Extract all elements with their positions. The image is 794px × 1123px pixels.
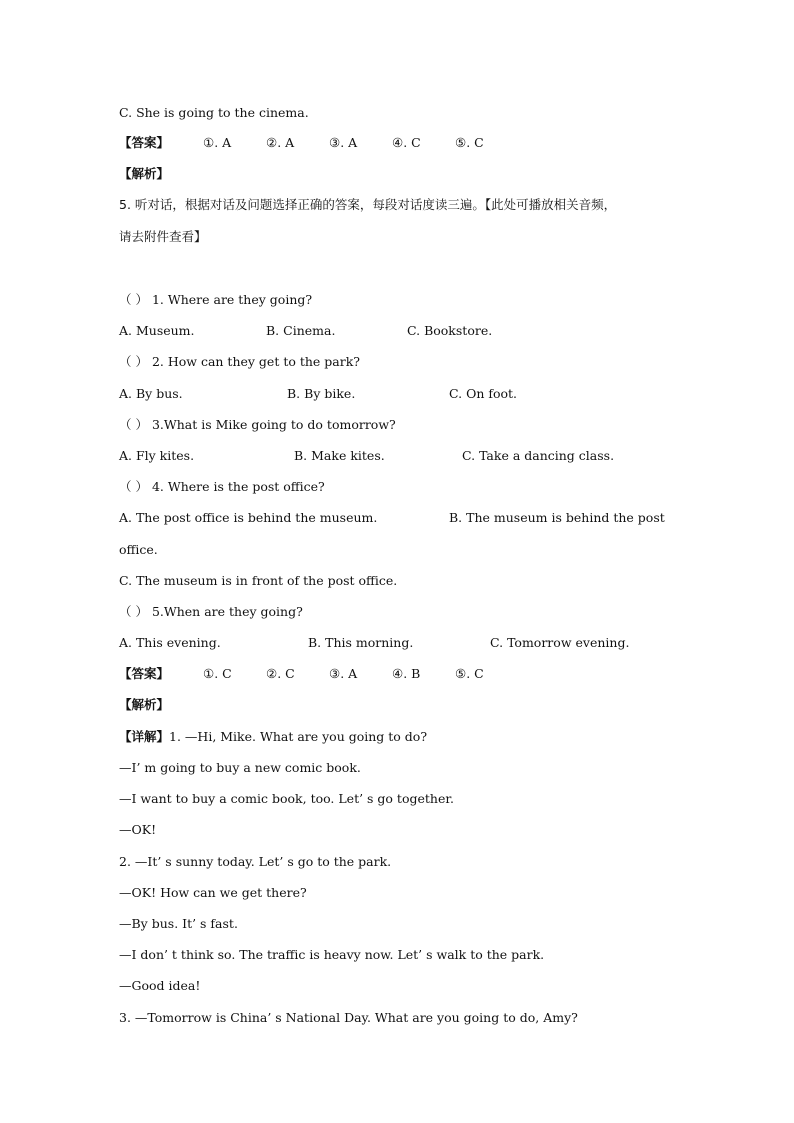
details-label: 【详解】: [119, 729, 170, 744]
answer-item: ④. C: [392, 135, 421, 150]
dialogue-line: —I’ m going to buy a new comic book.: [119, 760, 361, 775]
option: B. The museum is behind the post: [449, 510, 665, 525]
question-stem: （ ） 1. Where are they going?: [119, 292, 313, 307]
option: B. This morning.: [308, 635, 414, 650]
option-continuation: office.: [119, 542, 158, 557]
answer-label: 【答案】: [119, 135, 170, 150]
answer-row-1: [119, 135, 484, 151]
analysis-label: 【解析】: [119, 697, 170, 712]
dialogue-line: —I don’ t think so. The traffic is heavy now. Let’ s walk to the park.: [119, 947, 545, 962]
answer-row-2: [119, 666, 484, 682]
answer-item: ②. C: [266, 666, 295, 681]
option: A. This evening.: [119, 635, 221, 650]
question-stem: （ ） 4. Where is the post office?: [119, 479, 325, 494]
answer-item: ④. B: [392, 666, 421, 681]
option: C. On foot.: [449, 386, 518, 401]
details-first-line: [119, 729, 427, 745]
answer-item: ③. A: [329, 135, 358, 150]
option: A. Fly kites.: [119, 448, 195, 463]
option: C. The museum is in front of the post office.: [119, 573, 398, 588]
option: B. By bike.: [287, 386, 356, 401]
option: B. Cinema.: [266, 323, 336, 338]
option: A. The post office is behind the museum.: [119, 510, 378, 525]
dialogue-line: —OK! How can we get there?: [119, 885, 307, 900]
question-stem: （ ） 5.When are they going?: [119, 604, 303, 619]
answer-item: ⑤. C: [455, 666, 484, 681]
dialogue-line: 3. —Tomorrow is China’ s National Day. What are you going to do, Amy?: [119, 1010, 578, 1025]
question-5-instruction-cont: 请去附件查看】: [119, 229, 207, 244]
dialogue-line: —I want to buy a comic book, too. Let’ s go together.: [119, 791, 454, 806]
answer-item: ①. C: [203, 666, 232, 681]
question-5-instruction: 5. 听对话，根据对话及问题选择正确的答案，每段对话度读三遍。【此处可播放相关音频，: [119, 197, 617, 212]
previous-option-c: C. She is going to the cinema.: [119, 105, 309, 120]
answer-label: 【答案】: [119, 666, 170, 681]
answer-item: ⑤. C: [455, 135, 484, 150]
dialogue-line: —By bus. It’ s fast.: [119, 916, 238, 931]
dialogue-line: —Good idea!: [119, 978, 201, 993]
answer-item: ①. A: [203, 135, 232, 150]
analysis-label: 【解析】: [119, 166, 170, 181]
option: C. Bookstore.: [407, 323, 493, 338]
answer-item: ②. A: [266, 135, 295, 150]
option: A. By bus.: [119, 386, 183, 401]
dialogue-line: 2. —It’ s sunny today. Let’ s go to the park.: [119, 854, 392, 869]
question-stem: （ ） 2. How can they get to the park?: [119, 354, 360, 369]
option: B. Make kites.: [294, 448, 385, 463]
dialogue-line: —OK!: [119, 822, 157, 837]
dialogue-line: 1. —Hi, Mike. What are you going to do?: [169, 729, 428, 744]
option: A. Museum.: [119, 323, 195, 338]
option: C. Take a dancing class.: [462, 448, 615, 463]
question-stem: （ ） 3.What is Mike going to do tomorrow?: [119, 417, 396, 432]
option: C. Tomorrow evening.: [490, 635, 630, 650]
answer-item: ③. A: [329, 666, 358, 681]
